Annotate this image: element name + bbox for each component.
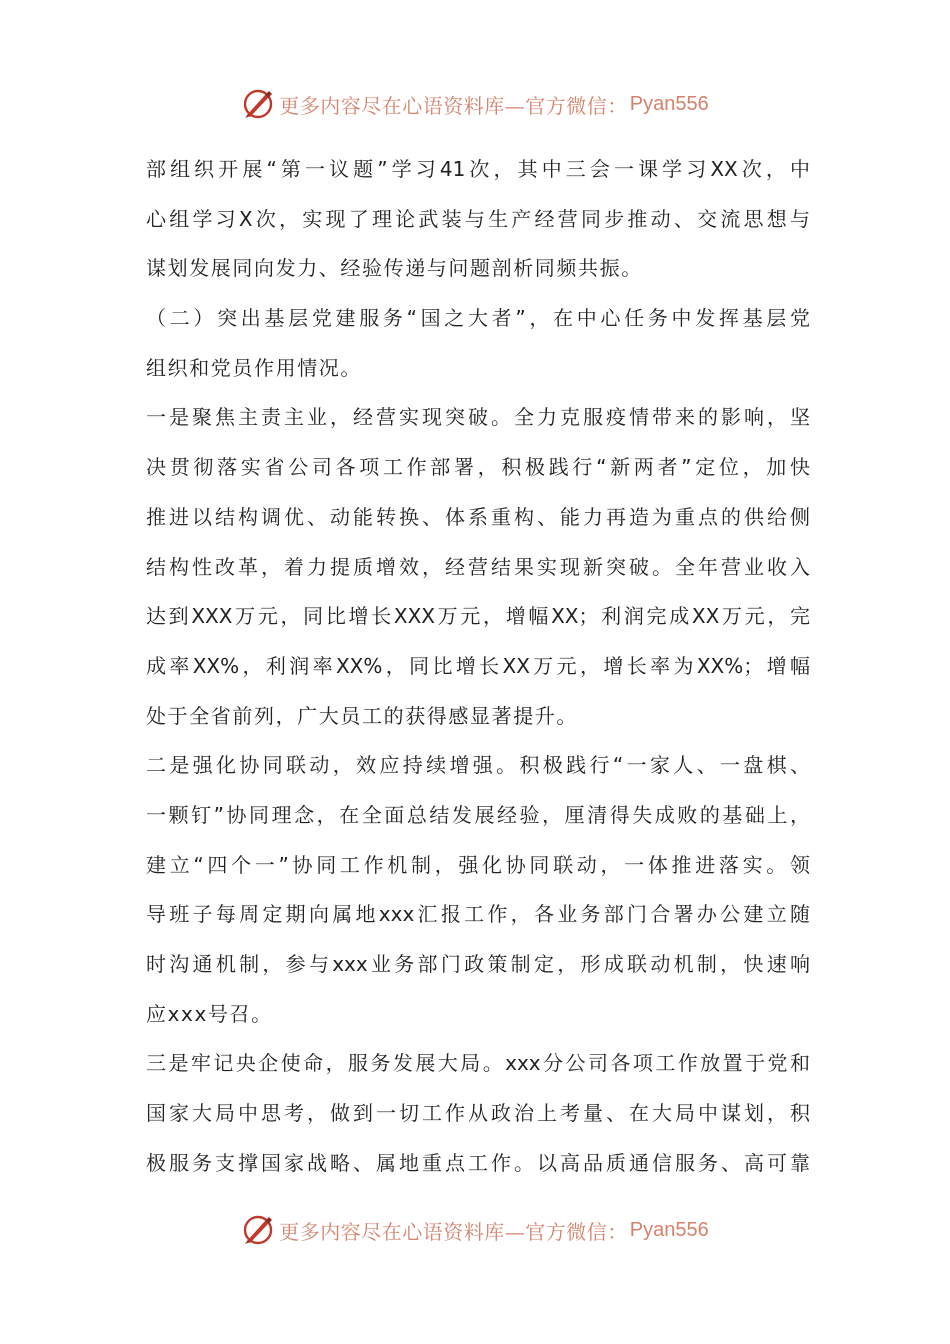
text-line: 达到XXX万元，同比增长XXX万元，增幅XX；利润完成XX万元，完 [146,604,810,629]
text-line: 国家大局中思考，做到一切工作从政治上考量、在大局中谋划，积 [146,1101,810,1126]
pen-logo-icon [241,1213,275,1247]
pen-logo-icon [241,87,275,121]
text-line: 推进以结构调优、动能转换、体系重构、能力再造为重点的供给侧 [146,504,810,529]
text-line: 部组织开展“第一议题”学习41次，其中三会一课学习XX次，中 [146,157,810,181]
text-line: 一颗钉”协同理念，在全面总结发展经验，厘清得失成败的基础上， [146,802,810,827]
header-watermark-banner [0,84,950,124]
text-line: 极服务支撑国家战略、属地重点工作。以高品质通信服务、高可靠 [146,1150,810,1175]
text-line: 谋划发展同向发力、经验传递与问题剖析同频共振。 [146,256,643,281]
text-line: 成率XX%，利润率XX%，同比增长XX万元，增长率为XX%；增幅 [146,653,810,678]
banner-text: 更多内容尽在心语资料库—官方微信： [279,93,628,118]
section-heading-line: （二）突出基层党建服务“国之大者”，在中心任务中发挥基层党 [146,306,810,331]
text-line: 导班子每周定期向属地xxx汇报工作，各业务部门合署办公建立随 [146,902,810,927]
text-line: 建立“四个一”协同工作机制，强化协同联动，一体推进落实。领 [146,852,810,877]
text-line: 心组学习X次，实现了理论武装与生产经营同步推动、交流思想与 [146,206,810,231]
text-line: 三是牢记央企使命，服务发展大局。xxx分公司各项工作放置于党和 [146,1051,810,1076]
text-line: 一是聚焦主责主业，经营实现突破。全力克服疫情带来的影响，坚 [146,405,810,430]
text-line: 决贯彻落实省公司各项工作部署，积极践行“新两者”定位，加快 [146,455,810,480]
text-line: 应xxx号召。 [146,1001,273,1026]
document-body [146,145,810,1188]
banner-wechat-id: Pyan556 [629,1218,709,1241]
text-line: 时沟通机制，参与xxx业务部门政策制定，形成联动机制，快速响 [146,952,810,976]
banner-wechat-id: Pyan556 [629,92,709,115]
section-heading-line: 组织和党员作用情况。 [146,355,362,380]
text-line: 处于全省前列，广大员工的获得感显著提升。 [146,703,578,728]
text-line: 结构性改革，着力提质增效，经营结果实现新突破。全年营业收入 [146,554,810,579]
footer-watermark-banner [0,1210,950,1250]
banner-text: 更多内容尽在心语资料库—官方微信： [279,1219,628,1244]
text-line: 二是强化协同联动，效应持续增强。积极践行“一家人、一盘棋、 [146,753,810,778]
